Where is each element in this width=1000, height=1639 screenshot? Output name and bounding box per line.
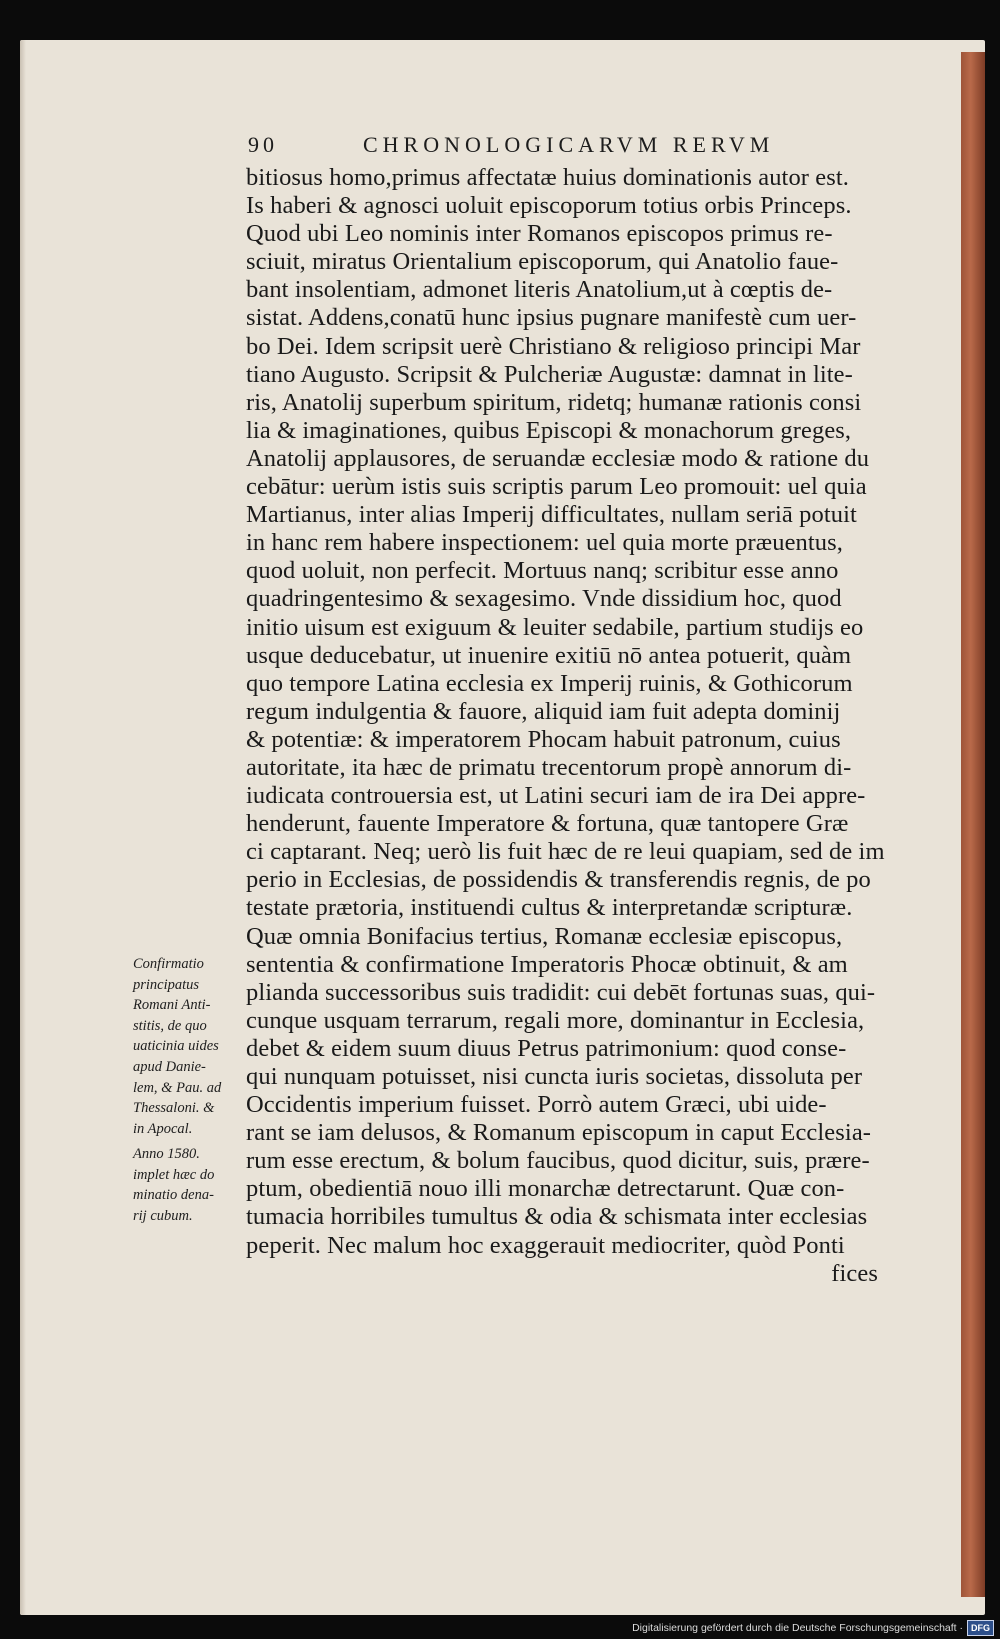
text-line: Occidentis imperium fuisset. Porrò autem Græci, ubi uide- [246, 1091, 827, 1119]
page-edge [20, 40, 26, 1615]
text-line: Anatolij applausores, de seruandæ ecclesiæ modo & ratione du [246, 444, 870, 472]
marginal-note-confirmatio [133, 954, 243, 1139]
text-line: sciuit, miratus Orientalium episcoporum, qui Anatolio faue- [246, 248, 839, 276]
text-line: rant se iam delusos, & Romanum episcopum in caput Ecclesia- [246, 1119, 872, 1147]
text-line: rum esse erectum, & bolum faucibus, quod dicitur, suis, prære- [246, 1147, 870, 1175]
digitization-footer [632, 1619, 994, 1637]
catchword: fices [831, 1259, 878, 1287]
text-line: ris, Anatolij superbum spiritum, ridetq; humanæ rationis consi [246, 388, 862, 416]
text-line: sententia & confirmatione Imperatoris Phocæ obtinuit, & am [246, 950, 848, 978]
text-line: sistat. Addens,conatū hunc ipsius pugnare manifestè cum uer- [246, 304, 857, 332]
text-line: henderunt, fauente Imperatore & fortuna, quæ tantopere Græ [246, 810, 849, 838]
marginal-note-line: in Apocal. [133, 1120, 193, 1137]
text-line: ci captarant. Neq; uerò lis fuit hæc de re leui quapiam, sed de im [246, 838, 885, 866]
page-header [248, 132, 828, 164]
marginal-note-line: Confirmatio [133, 956, 204, 972]
marginal-note-line: lem, & Pau. ad [133, 1079, 222, 1096]
text-line: peperit. Nec malum hoc exaggerauit mediocriter, quòd Ponti [246, 1231, 845, 1259]
text-line: plianda successoribus suis tradidit: cui debēt fortunas suas, qui- [246, 978, 876, 1006]
text-line: quod uoluit, non perfecit. Mortuus nanq; scribitur esse anno [246, 557, 839, 585]
text-line: iudicata controuersia est, ut Latini securi iam de ira Dei appre- [246, 782, 866, 810]
marginal-note-line: principatus [133, 976, 200, 993]
marginal-note-line: Thessaloni. & [133, 1100, 215, 1117]
text-line: & potentiæ: & imperatorem Phocam habuit patronum, cuius [246, 725, 841, 753]
text-line: tiano Augusto. Scripsit & Pulcheriæ Augustæ: damnat in lite- [246, 360, 853, 388]
text-line: quo tempore Latina ecclesia ex Imperij ruinis, & Gothicorum [246, 669, 853, 697]
marginal-note-anno [133, 1144, 243, 1226]
marginal-note-line: apud Danie- [133, 1058, 206, 1075]
dfg-logo: DFG [967, 1620, 994, 1636]
text-line: Is haberi & agnosci uoluit episcoporum totius orbis Princeps. [246, 192, 852, 220]
marginal-note-line: Romani Anti- [133, 997, 211, 1014]
text-line: bo Dei. Idem scripsit uerè Christiano & religioso principi Mar [246, 332, 861, 360]
book-page [20, 40, 985, 1615]
text-line: perio in Ecclesias, de possidendis & transferendis regnis, de po [246, 866, 871, 894]
text-line: cebātur: uerùm istis suis scriptis parum Leo promouit: uel quia [246, 473, 867, 501]
marginal-note-line: Anno 1580. [133, 1146, 200, 1162]
binding-edge [961, 52, 985, 1597]
text-line: testate prætoria, instituendi cultus & interpretandæ scripturæ. [246, 894, 853, 922]
text-line: autoritate, ita hæc de primatu trecentorum propè annorum di- [246, 753, 852, 781]
marginal-note-line: stitis, de quo [133, 1017, 207, 1034]
text-line: qui nunquam potuisset, nisi cuncta iuris societas, dissoluta per [246, 1063, 863, 1090]
marginal-note-line: implet hæc do [133, 1166, 215, 1183]
running-head: CHRONOLOGICARVM RERVM [363, 132, 775, 157]
text-line: bant insolentiam, admonet literis Anatolium,ut à cœptis de- [246, 276, 833, 304]
marginal-note-line: uaticinia uides [133, 1038, 219, 1055]
text-line: tumacia horribiles tumultus & odia & schismata inter ecclesias [246, 1203, 868, 1231]
text-line: in hanc rem habere inspectionem: uel quia morte præuentus, [246, 529, 844, 557]
text-line: Quæ omnia Bonifacius tertius, Romanæ ecclesiæ episcopus, [246, 922, 843, 950]
text-line: cunque usquam terrarum, regali more, dominantur in Ecclesia, [246, 1006, 865, 1034]
main-text-block [246, 164, 896, 1288]
text-line: usque deducebatur, ut inuenire exitiū nō antea potuerit, quàm [246, 641, 852, 669]
text-line: Martianus, inter alias Imperij difficultates, nullam seriā potuit [246, 501, 857, 529]
marginal-note-line: minatio dena- [133, 1187, 214, 1204]
marginal-note-line: rij cubum. [133, 1207, 193, 1224]
text-line: lia & imaginationes, quibus Episcopi & monachorum greges, [246, 416, 852, 444]
text-line: debet & eidem suum diuus Petrus patrimonium: quod conse- [246, 1034, 847, 1062]
text-line: Quod ubi Leo nominis inter Romanos episcopos primus re- [246, 220, 833, 248]
text-line: bitiosus homo,primus affectatæ huius dominationis autor est. [246, 164, 850, 191]
page-number: 90 [248, 132, 278, 157]
text-line: ptum, obedientiā nouo illi monarchæ detrectarunt. Quæ con- [246, 1175, 845, 1203]
footer-credit: Digitalisierung gefördert durch die Deutsche Forschungsgemeinschaft · [632, 1622, 963, 1634]
text-line: regum indulgentia & fauore, aliquid iam fuit adepta dominij [246, 697, 841, 725]
text-line: quadringentesimo & sexagesimo. Vnde dissidium hoc, quod [246, 585, 842, 613]
text-line: initio uisum est exiguum & leuiter sedabile, partium studijs eo [246, 613, 864, 641]
